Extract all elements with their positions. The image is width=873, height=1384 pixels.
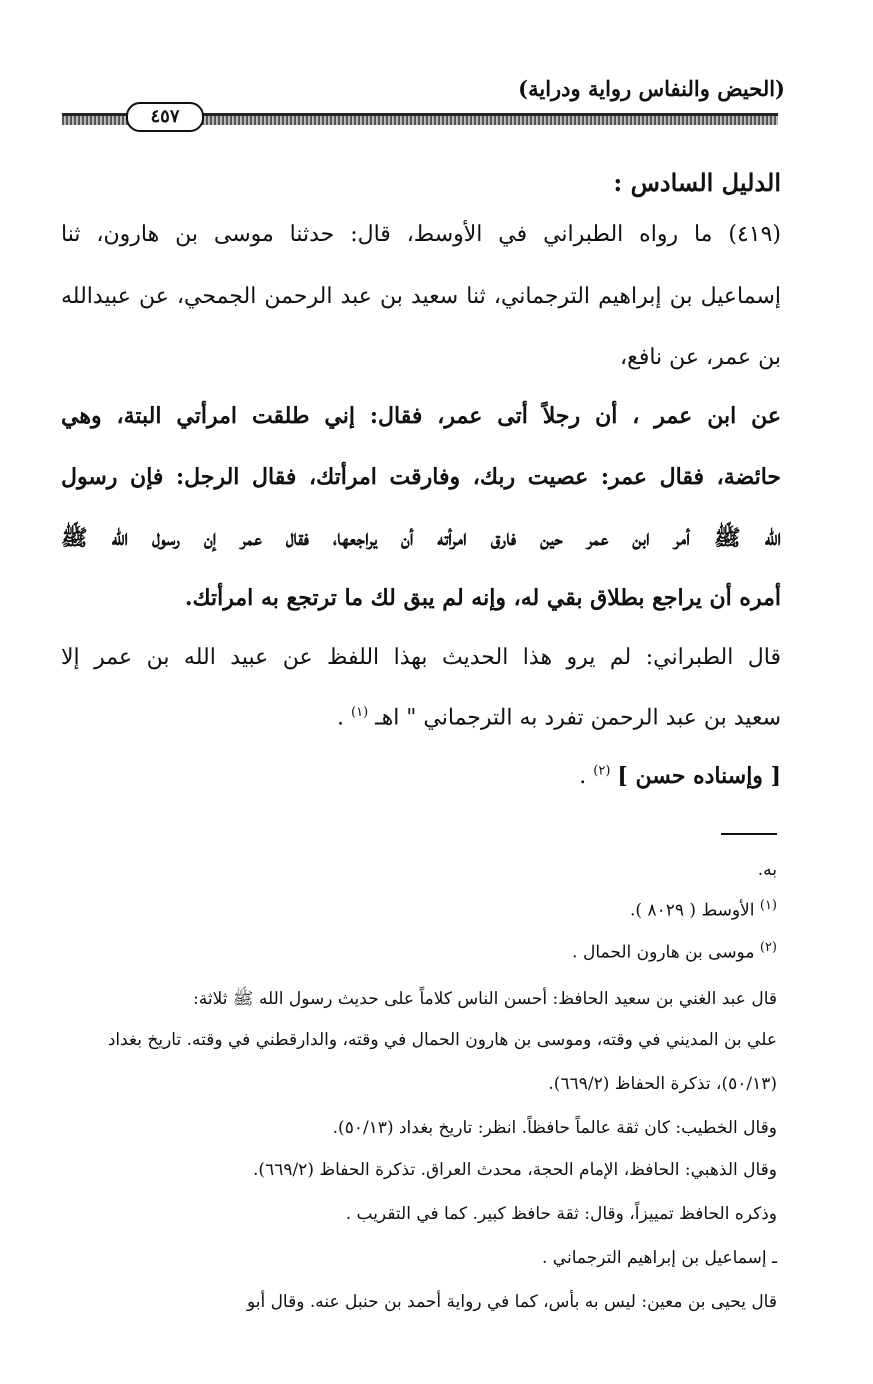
footnote-line-7: ـ إسماعيل بن إبراهيم الترجماني . — [542, 1248, 777, 1268]
grading-end: . — [579, 764, 587, 789]
narration-line-3: بن عمر، عن نافع، — [620, 345, 781, 370]
running-title: (الحيض والنفاس رواية ودراية) — [518, 76, 785, 101]
comment-line-1: قال الطبراني: لم يرو هذا الحديث بهذا اللفظ عن عبيد الله بن عمر إلا — [61, 645, 781, 670]
footnote-1-ref: (١) — [759, 898, 777, 913]
hadith-line-3: الله ﷺ أمر ابن عمر حين فارق امرأته أن يراجعها، فقال عمر إن رسول الله ﷺ — [61, 525, 781, 551]
footnote-1-text: الأوسط ( ٨٠٢٩ ). — [630, 900, 755, 921]
narration-line-2: إسماعيل بن إبراهيم الترجماني، ثنا سعيد بن عبد الرحمن الجمحي، عن عبيدالله — [61, 284, 781, 309]
footnote-ref-1: (١) — [351, 705, 369, 720]
footnote-line-2: علي بن المديني في وقته، وموسى بن هارون الحمال في وقته، والدارقطني في وقته. تاريخ بغداد — [107, 1030, 777, 1050]
footnote-line-1: قال عبد الغني بن سعيد الحافظ: أحسن الناس كلاماً على حديث رسول الله ﷺ ثلاثة: — [193, 989, 777, 1009]
footnote-2-ref: (٢) — [759, 940, 777, 955]
hadith-line-4: أمره أن يراجع بطلاق بقي له، وإنه لم يبق لك ما ترتجع به امرأتك. — [184, 585, 781, 611]
comment-text: سعيد بن عبد الرحمن تفرد به الترجماني " اهـ — [375, 705, 781, 731]
footnote-line-3: (٥٠/١٣)، تذكرة الحفاظ (٦٦٩/٢). — [548, 1074, 777, 1094]
section-heading: الدليل السادس : — [613, 168, 781, 197]
footnote-line-8: قال يحيى بن معين: ليس به بأس، كما في رواية أحمد بن حنبل عنه. وقال أبو — [246, 1292, 777, 1312]
footnote-carry-over: به. — [757, 860, 777, 880]
grading-text: [ وإسناده حسن ] — [617, 763, 781, 789]
hadith-line-1: عن ابن عمر ، أن رجلاً أتى عمر، فقال: إني طلقت امرأتي البتة، وهي — [61, 403, 781, 429]
footnote-2-text: موسى بن هارون الحمال . — [572, 942, 755, 963]
narration-line-1: (٤١٩) ما رواه الطبراني في الأوسط، قال: حدثنا موسى بن هارون، ثنا — [61, 222, 781, 247]
footnote-line-5: وقال الذهبي: الحافظ، الإمام الحجة، محدث العراق. تذكرة الحفاظ (٦٦٩/٢). — [253, 1160, 777, 1180]
footnote-1 — [57, 898, 777, 921]
hadith-line-2: حائضة، فقال عمر: عصيت ربك، وفارقت امرأتك، فقال الرجل: فإن رسول — [61, 464, 781, 490]
footnote-2 — [57, 940, 777, 963]
footnote-line-4: وقال الخطيب: كان ثقة عالماً حافظاً. انظر: تاريخ بغداد (٥٠/١٣). — [332, 1118, 777, 1138]
comment-end: . — [337, 705, 345, 731]
page-number: ٤٥٧ — [126, 102, 204, 132]
footnote-line-6: وذكره الحافظ تمييزاً، وقال: ثقة حافظ كبير. كما في التقريب . — [345, 1204, 777, 1224]
footnote-ref-2: (٢) — [593, 763, 611, 779]
footnotes — [57, 0, 777, 1384]
